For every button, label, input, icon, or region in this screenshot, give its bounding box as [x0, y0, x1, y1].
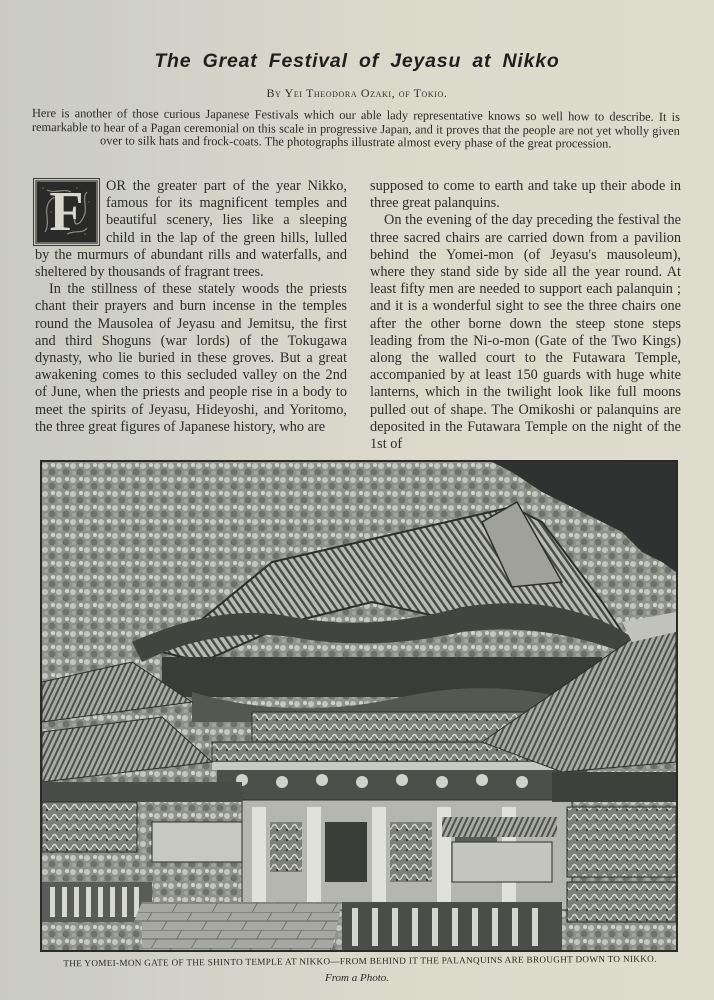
paragraph: In the stillness of these stately woods the priests chant their prayers and burn incense in the temples round the Mausolea of Jeyasu and Jemitsu, the first and third Shoguns (war lords) of the Tokugawa dynasty, who lie buried in these groves. But a great awakening comes to this secluded valley on the 2nd of June, when the priests and people rise in a body to meet the spirits of Jeyasu, Hideyoshi, and Yoritomo, the three great figures of Japanese history, who are	[35, 281, 347, 435]
article-title: The Great Festival of Jeyasu at Nikko	[154, 50, 560, 72]
photo-credit: From a Photo.	[324, 972, 390, 984]
article-byline: By Yei Theodora Ozaki, of Tokio.	[266, 86, 448, 100]
paragraph: On the evening of the day preceding the festival the three sacred chairs are carried down from a pavilion behind the Yomei-mon (of Jeyasu's mausoleum), where they stand side by side all the year round. At least fifty men are needed to support each palanquin ; and it is a wonderful sight to see the three chairs one after the other borne down the steep stone steps leading from the Ni-o-mon (Gate of the Two Kings) along the walled court to the Futawara Temple, accompanied by at least 150 guards with huge white lanterns, which in the twilight look like full moons pulled out of shape. The Omikoshi or palanquins are deposited in the Futawara Temple on the night of the 1st of	[370, 212, 681, 453]
yomei-mon-gate-illustration	[42, 462, 676, 950]
drop-cap-letter: F	[49, 181, 84, 243]
temple-photograph	[40, 460, 678, 952]
paragraph: OR the greater part of the year Nikko, famous for its magnificent temples and beautiful scenery, lies like a sleeping child in the lap of the green hills, lulled by the murmurs of abundant rills and waterfalls, and sheltered by thousands of fragrant trees.	[35, 178, 347, 281]
paragraph: supposed to come to earth and take up their abode in three great palanquins.	[370, 178, 681, 212]
left-column	[35, 178, 347, 436]
decorative-drop-cap	[35, 180, 98, 244]
photo-caption: THE YOMEI-MON GATE OF THE SHINTO TEMPLE AT NIKKO—FROM BEHIND IT THE PALANQUINS ARE BROUGHT DOWN TO NIKKO.	[63, 953, 657, 969]
right-column	[370, 178, 681, 453]
article-intro: Here is another of those curious Japanese Festivals which our able lady representative knows so well how to describe. It is remarkable to hear of a Pagan ceremonial on this scale in progressive Japan, and it proves that the people are not yet wholly given over to silk hats and frock-coats. The photographs illustrate almost every phase of the great procession.	[31, 106, 680, 151]
